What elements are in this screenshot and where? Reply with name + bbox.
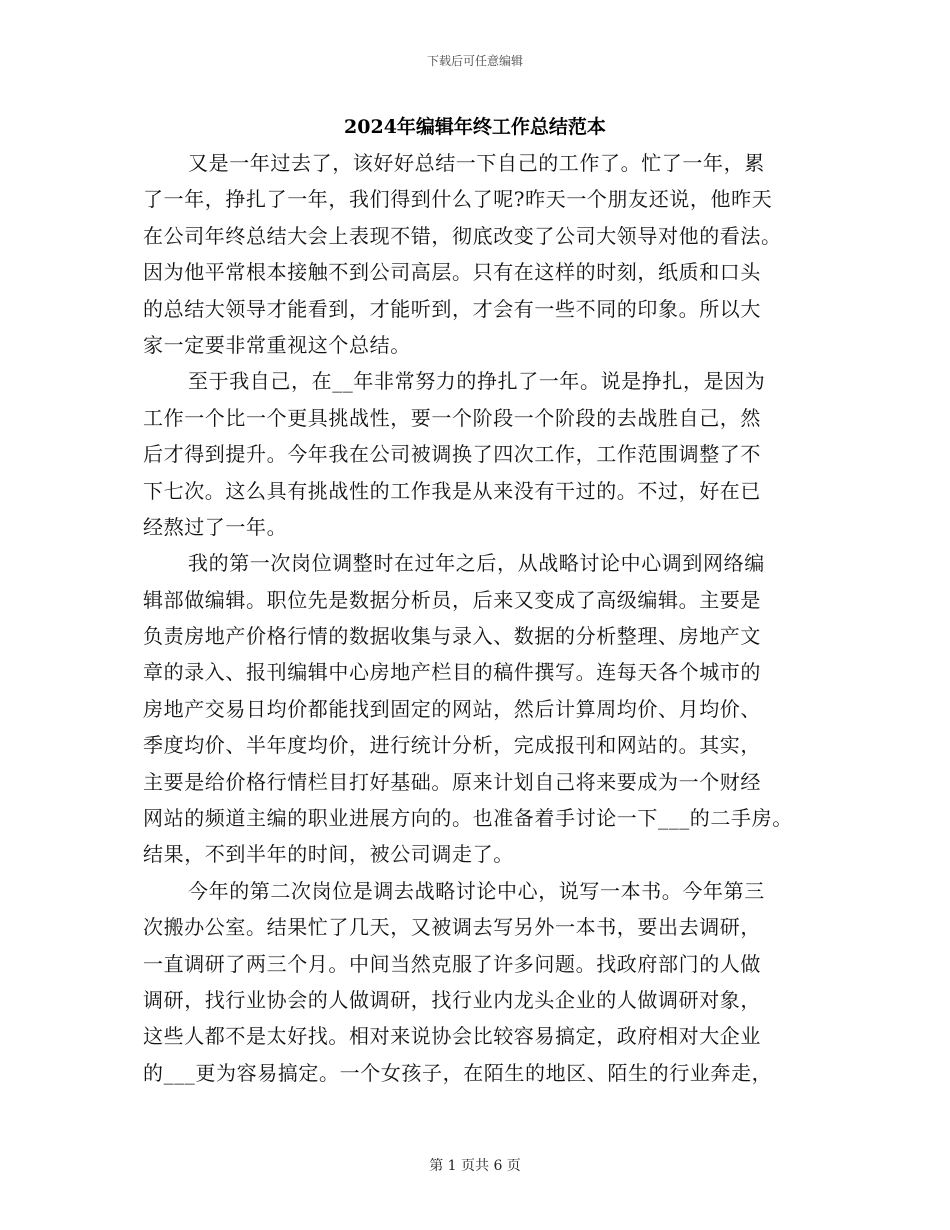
body-line: 至于我自己，在__年非常努力的挣扎了一年。说是挣扎，是因为 xyxy=(188,369,766,394)
body-line: 在公司年终总结大会上表现不错，彻底改变了公司大领导对他的看法。 xyxy=(143,223,782,248)
body-line: 这些人都不是太好找。相对来说协会比较容易搞定，政府相对大企业 xyxy=(143,1024,761,1049)
body-line: 今年的第二次岗位是调去战略讨论中心，说写一本书。今年第三 xyxy=(188,878,765,903)
body-line: 家一定要非常重视这个总结。 xyxy=(143,332,411,357)
body-line: 后才得到提升。今年我在公司被调换了四次工作，工作范围调整了不 xyxy=(143,442,761,467)
body-line: 下七次。这么具有挑战性的工作我是从来没有干过的。不过，好在已 xyxy=(143,478,761,503)
body-line: 调研，找行业协会的人做调研，找行业内龙头企业的人做调研对象， xyxy=(143,987,761,1012)
body-line: 次搬办公室。结果忙了几天，又被调去写另外一本书，要出去调研， xyxy=(143,915,761,940)
body-line: 的总结大领导才能看到，才能听到，才会有一些不同的印象。所以大 xyxy=(143,296,761,321)
body-line: 季度均价、半年度均价，进行统计分析，完成报刊和网站的。其实， xyxy=(143,733,761,758)
body-line: 一直调研了两三个月。中间当然克服了许多问题。找政府部门的人做 xyxy=(143,951,761,976)
body-line: 工作一个比一个更具挑战性，要一个阶段一个阶段的去战胜自己，然 xyxy=(143,405,761,430)
body-line: 的___更为容易搞定。一个女孩子，在陌生的地区、陌生的行业奔走， xyxy=(143,1060,773,1085)
body-line: 又是一年过去了，该好好总结一下自己的工作了。忙了一年，累 xyxy=(188,151,765,175)
body-line: 负责房地产价格行情的数据收集与录入、数据的分析整理、房地产文 xyxy=(143,624,761,649)
body-line: 我的第一次岗位调整时在过年之后，从战略讨论中心调到网络编 xyxy=(188,551,765,576)
page-number: 第 1 页共 6 页 xyxy=(429,1158,521,1174)
body-line: 因为他平常根本接触不到公司高层。只有在这样的时刻，纸质和口头 xyxy=(143,260,761,285)
body-line: 网站的频道主编的职业进展方向的。也准备着手讨论一下___的二手房。 xyxy=(143,806,793,831)
body-line: 主要是给价格行情栏目打好基础。原来计划自己将来要成为一个财经 xyxy=(143,769,761,794)
body-line: 了一年，挣扎了一年，我们得到什么了呢?昨天一个朋友还说，他昨天 xyxy=(143,187,773,212)
body-line: 经熬过了一年。 xyxy=(143,514,288,539)
document-body xyxy=(143,145,833,1091)
body-line: 辑部做编辑。职位先是数据分析员，后来又变成了高级编辑。主要是 xyxy=(143,587,761,612)
body-line: 章的录入、报刊编辑中心房地产栏目的稿件撰写。连每天各个城市的 xyxy=(143,660,761,685)
page-header-note: 下载后可任意编辑 xyxy=(426,54,523,68)
body-line: 房地产交易日均价都能找到固定的网站，然后计算周均价、月均价、 xyxy=(143,696,761,721)
body-line: 结果，不到半年的时间，被公司调走了。 xyxy=(143,842,514,867)
document-title: 2024年编辑年终工作总结范本 xyxy=(344,116,606,138)
